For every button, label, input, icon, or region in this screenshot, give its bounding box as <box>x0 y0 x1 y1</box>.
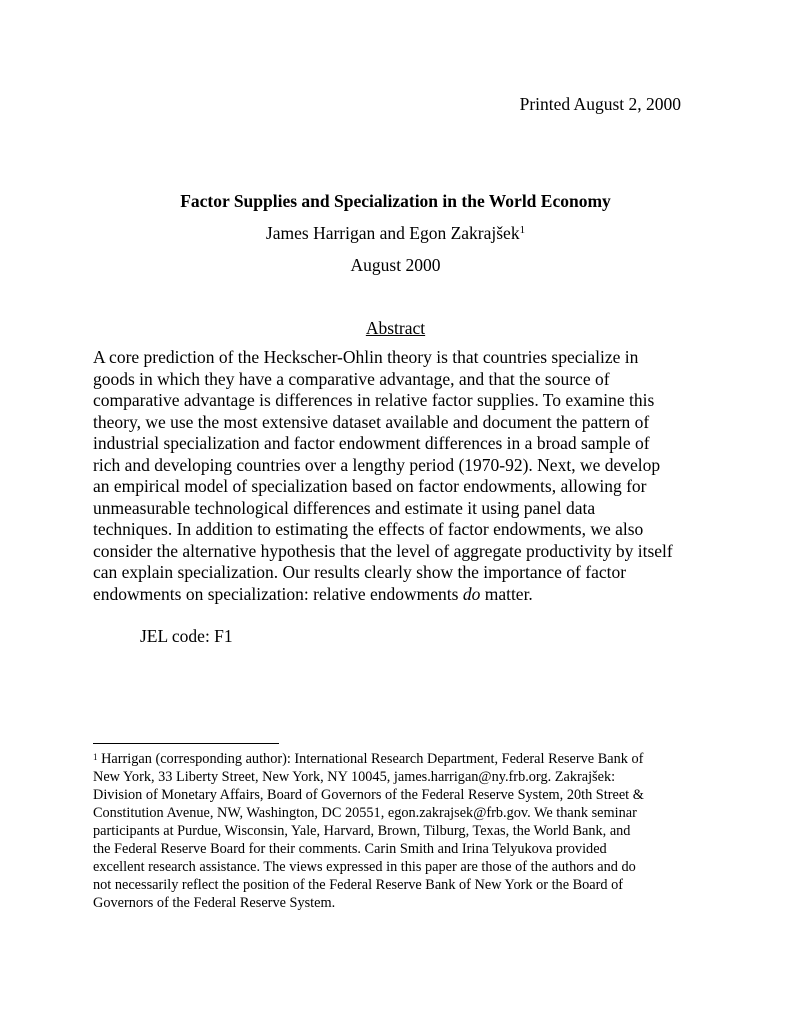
footnote-marker: 1 <box>93 752 98 762</box>
abstract-line: industrial specialization and factor endowment differences in a broad sample of <box>93 433 650 453</box>
footnote <box>93 750 713 912</box>
printed-date: Printed August 2, 2000 <box>519 94 681 114</box>
abstract-heading: Abstract <box>365 318 426 338</box>
abstract-line: can explain specialization. Our results clearly show the importance of factor <box>93 562 627 582</box>
footnote-line: Division of Monetary Affairs, Board of Governors of the Federal Reserve System, 20th Street & <box>93 787 644 803</box>
abstract-line: rich and developing countries over a lengthy period (1970-92). Next, we develop <box>93 454 661 475</box>
abstract-line: goods in which they have a comparative advantage, and that the source of <box>93 368 610 389</box>
abstract-body <box>93 347 713 605</box>
footnote-line: participants at Purdue, Wisconsin, Yale, Harvard, Brown, Tilburg, Texas, the World Bank, and <box>93 823 631 839</box>
abstract-line: A core prediction of the Heckscher-Ohlin theory is that countries specialize in <box>93 347 639 367</box>
abstract-last-line-suffix: matter. <box>480 583 533 604</box>
footnote-divider <box>93 743 279 744</box>
footnote-first-line <box>93 750 713 768</box>
abstract-line: comparative advantage is differences in relative factor supplies. To examine this <box>93 390 655 410</box>
paper-title: Factor Supplies and Specialization in the World Economy <box>180 191 611 211</box>
author-footnote-marker: 1 <box>519 224 526 236</box>
footnote-line: Governors of the Federal Reserve System. <box>93 895 336 911</box>
footnote-line: New York, 33 Liberty Street, New York, NY 10045, james.harrigan@ny.frb.org. Zakrajšek: <box>93 769 616 785</box>
jel-code: JEL code: F1 <box>140 626 233 646</box>
footnote-line: Constitution Avenue, NW, Washington, DC 20551, egon.zakrajsek@frb.gov. We thank seminar <box>93 805 637 821</box>
abstract-line: unmeasurable technological differences and estimate it using panel data <box>93 497 596 518</box>
paper-authors <box>0 222 791 244</box>
abstract-line: an empirical model of specialization based on factor endowments, allowing for <box>93 476 647 496</box>
footnote-line: the Federal Reserve Board for their comments. Carin Smith and Irina Telyukova provided <box>93 841 607 857</box>
abstract-line: consider the alternative hypothesis that the level of aggregate productivity by itself <box>93 540 673 561</box>
paper-date: August 2000 <box>350 255 441 275</box>
abstract-line: theory, we use the most extensive dataset available and document the pattern of <box>93 411 650 432</box>
author-names: James Harrigan and Egon Zakrajšek <box>265 223 520 243</box>
footnote-line: excellent research assistance. The views expressed in this paper are those of the authors and do <box>93 859 636 875</box>
abstract-emphasis: do <box>462 583 481 604</box>
abstract-line: techniques. In addition to estimating the effects of factor endowments, we also <box>93 519 644 539</box>
footnote-line: not necessarily reflect the position of the Federal Reserve Bank of New York or the Board of <box>93 877 624 893</box>
abstract-last-line <box>93 584 713 606</box>
footnote-first-line-text: Harrigan (corresponding author): International Research Department, Federal Reserve Bank of <box>97 751 644 767</box>
abstract-last-line-prefix: endowments on specialization: relative endowments <box>93 583 463 604</box>
